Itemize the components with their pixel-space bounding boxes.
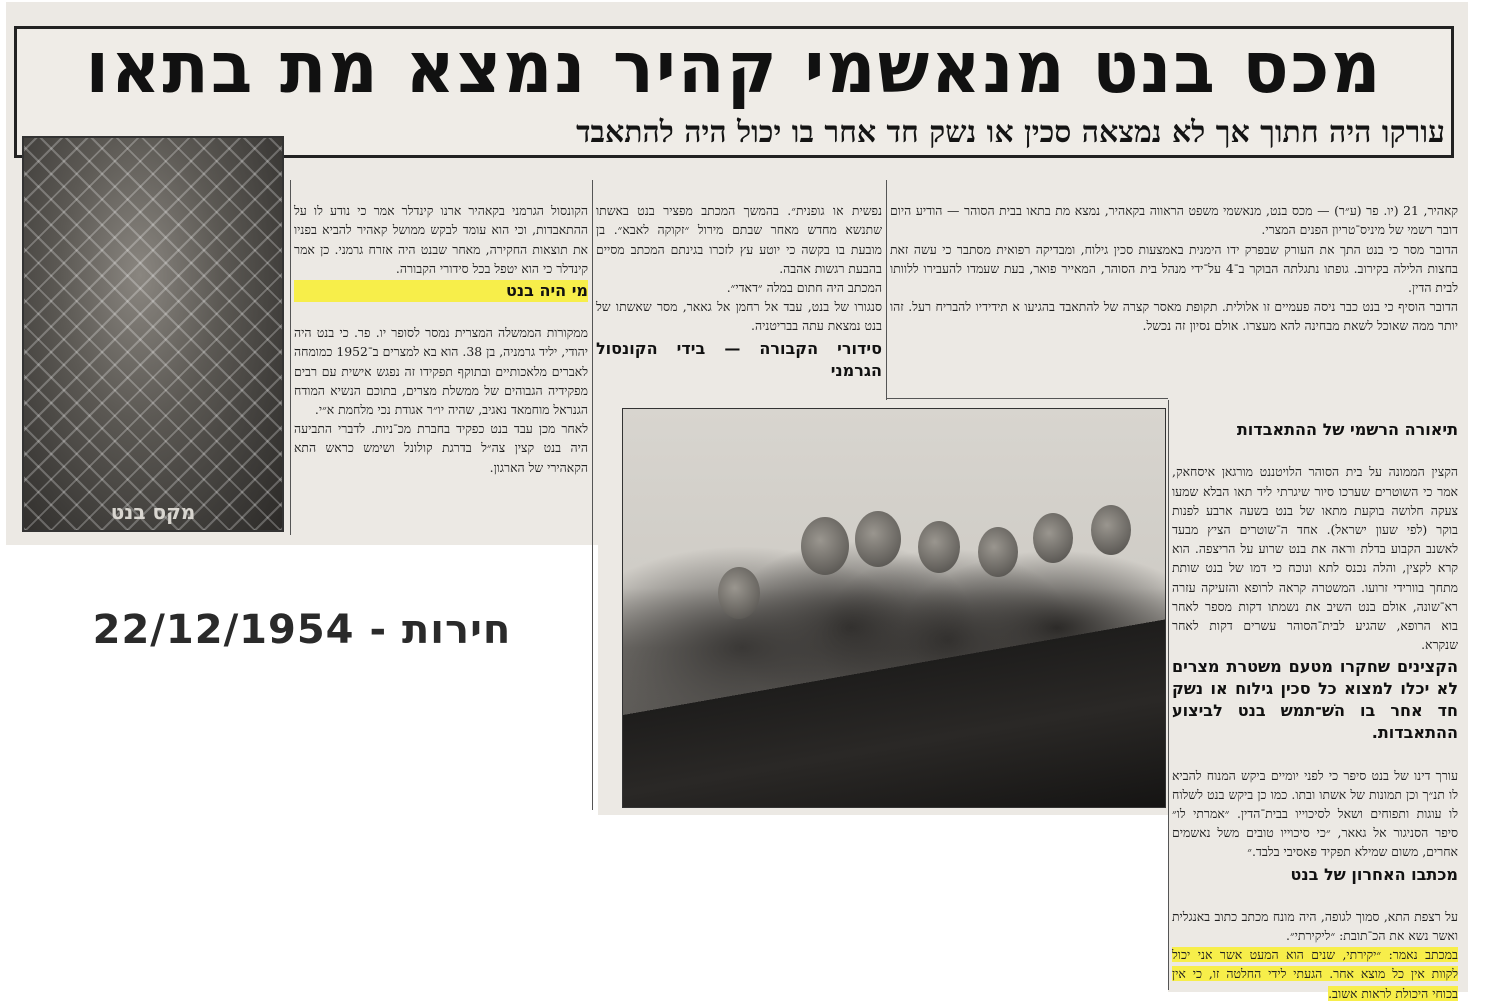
- source-name: חירות -: [369, 607, 512, 653]
- article-column-2: [596, 182, 882, 402]
- source-date: 22/12/1954: [92, 607, 355, 653]
- article-text: נפשית או גופנית״. בהמשך המכתב מפציר בנט באשתו שתנשא מחדש מאחר שבתם מירול ״זקוקה לאבא״. בן מובעת בו בקשה כי יוטע עץ לזכרו בגינתם המכתב מסיים בהבעת רגשות אהבה. המכתב היה חתום במלה ״דאדי״. סנגורו של בנט, עבד אל רחמן אל גאאר, מסר שאשתו של בנט נמצאת עתה בבריטניה.: [596, 203, 882, 334]
- column-divider: [886, 398, 1168, 399]
- column-divider: [886, 180, 887, 400]
- courtroom-photo: [622, 408, 1166, 808]
- section-heading: הקצינים שחקרו מטעם משטרת מצרים לא יכלו למצוא כל סכין גילוח או נשק חד אחר בו השׁ־תמש בנט לביצוע ההתאבדות.: [1172, 657, 1458, 743]
- article-text: הקצין הממונה על בית הסוהר הלויטננט מורגאן איסחאק, אמר כי השוטרים שערכו סיור שיגרתי ליד תאו הבלא שמעו צעקה חלושה בוקעת מתאו של בנט בשעה ארבע לפנות בוקר (לפי שעון ישראל). אחד ה־שוטרים הציץ מבעד לאשנב הקבוע בדלת וראה את בנט שרוע על הריצפה. הוא קרא לקצין, והלה נכנס לתא ונוכח כי דמו של בנט שותת מתחך בוורידי זרועו. המשטרה קראה לרופא והזעיקה עזרה רא־שונה, אולם בנט השיב את נשמתו דקות מספר לאחר בוא הרופא, שהגיע לבית־הסוהר עשרים דקות לאחר שנקרא.: [1172, 464, 1458, 653]
- article-text: קאהיר, 21 (יו. פר (ע״ר) — מכס בנט, מנאשמי משפט הראווה בקאהיר, נמצא מת בתאו בבית הסוהר — הודיע היום דובר רשמי של מיניס־טריון הפנים המצרי. הדובר מסר כי בנט התך את העורק שבפרק ידו הימנית באמצעות סכין גילוח, ומבדיקה רפואית מסתבר כי עשה זאת בחצות הלילה בקירוב. גופתו נתגלתה הבוקר ב־4 על־ידי מנהל בית הסוהר, המאייר פואר, בעת שעמדו להעבירו ללוותו לבית הדין. הדובר הוסיף כי בנט כבר ניסה פעמיים זו אלולית. תקופת מאסר קצרה של להתאבד בהגיעו א תידידיו להבריח רעל. זהו יותר ממה שאוכל לשאת מבחינה להא מעצרו. אולם נסיון זה נכשל.: [890, 203, 1458, 334]
- section-heading-highlighted: מי היה בנט: [294, 280, 588, 302]
- section-heading: מכתבו האחרון של בנט: [1290, 864, 1458, 884]
- headline: מכס בנט מנאשמי קהיר נמצא מת בתאו: [85, 27, 1383, 110]
- column-divider: [592, 180, 593, 810]
- article-text: הקונסול הגרמני בקאהיר ארנו קינדלר אמר כי נודע לו על ההתאבדות, וכי הוא עומד לבקש ממושל קאהיר להביא בפניו את תוצאות החקירה, מאחר שבנט היה אזרח גרמני. כן אמר קינדלר כי הוא יטפל בכל סידורי הקבורה.: [294, 203, 588, 276]
- section-heading: סידורי הקבורה — בידי הקונסול הגרמני: [596, 338, 882, 380]
- article-column-1-bottom: [1172, 398, 1458, 1001]
- portrait-caption: מקס בנט: [110, 500, 196, 524]
- article-text: עורך דינו של בנט סיפר כי לפני יומיים ביקש המנוח להביא לו תנ״ך וכן תמונות של אשתו ובתו. כמו כן ביקש בנט לשלוח לו עוגות ותפוחים ושאל לסיכוייו בבית־הדין. ״אמרתי לו״ סיפר הסניגור אל גאאר, ״כי סיכוייו טובים משל נאשמים אחרים, משום שמילא תפקיד פאסיבי בלבד.״: [1172, 767, 1458, 860]
- article-column-1-top: [890, 182, 1458, 397]
- portrait-photo: [22, 136, 284, 532]
- column-divider: [290, 180, 291, 535]
- article-text: ממקורות הממשלה המצרית נמסר לסופר יו. פר. כי בנט היה יהודי, יליד גרמניה, בן 38. הוא בא למצרים ב־1952 כמומחה לאברים מלאכותיים ובתוקף תפקידו זה נפגש אישית עם רבים מפקידיה הגבוהים של ממשלת מצרים, בתוכם הנשיא המודח הגנראל מוחמאד נאגיב, שהיה יו״ר אגודת נכי מלחמת א״י. לאחר מכן עבד בנט כפקיד בחברת מכ־ניות. לדברי התביעה היה בנט קצין צה״ל בדרגת קולונל ושימש כראש התא הקאהירי של הארגון.: [294, 325, 588, 475]
- article-text: על רצפת התא, סמוך לגופה, היה מונח מכתב כתוב באנגלית ואשר נשא את הכ־תובת: ״ליקירתי״.: [1172, 908, 1458, 944]
- column-divider: [1168, 400, 1169, 990]
- background-blank: [598, 815, 1168, 995]
- article-column-3: [294, 182, 588, 532]
- section-heading: תיאורה הרשמי של ההתאבדות: [1236, 420, 1458, 440]
- photo-figures: [623, 409, 1165, 807]
- subheadline: עורקו היה חתוך אך לא נמצאה סכין או נשק חד אחר בו יכול היה להתאבד: [576, 115, 1445, 150]
- highlighted-text: במכתב נאמר: ״יקירתי, שנים הוא המעט אשר אני יכול לקוות אין כל מוצא אחר. הגעתי לידי החלטה זו, כי אין בכוחי היכולת לראות אשוב.: [1172, 947, 1458, 1001]
- source-date-stamp: [72, 604, 532, 656]
